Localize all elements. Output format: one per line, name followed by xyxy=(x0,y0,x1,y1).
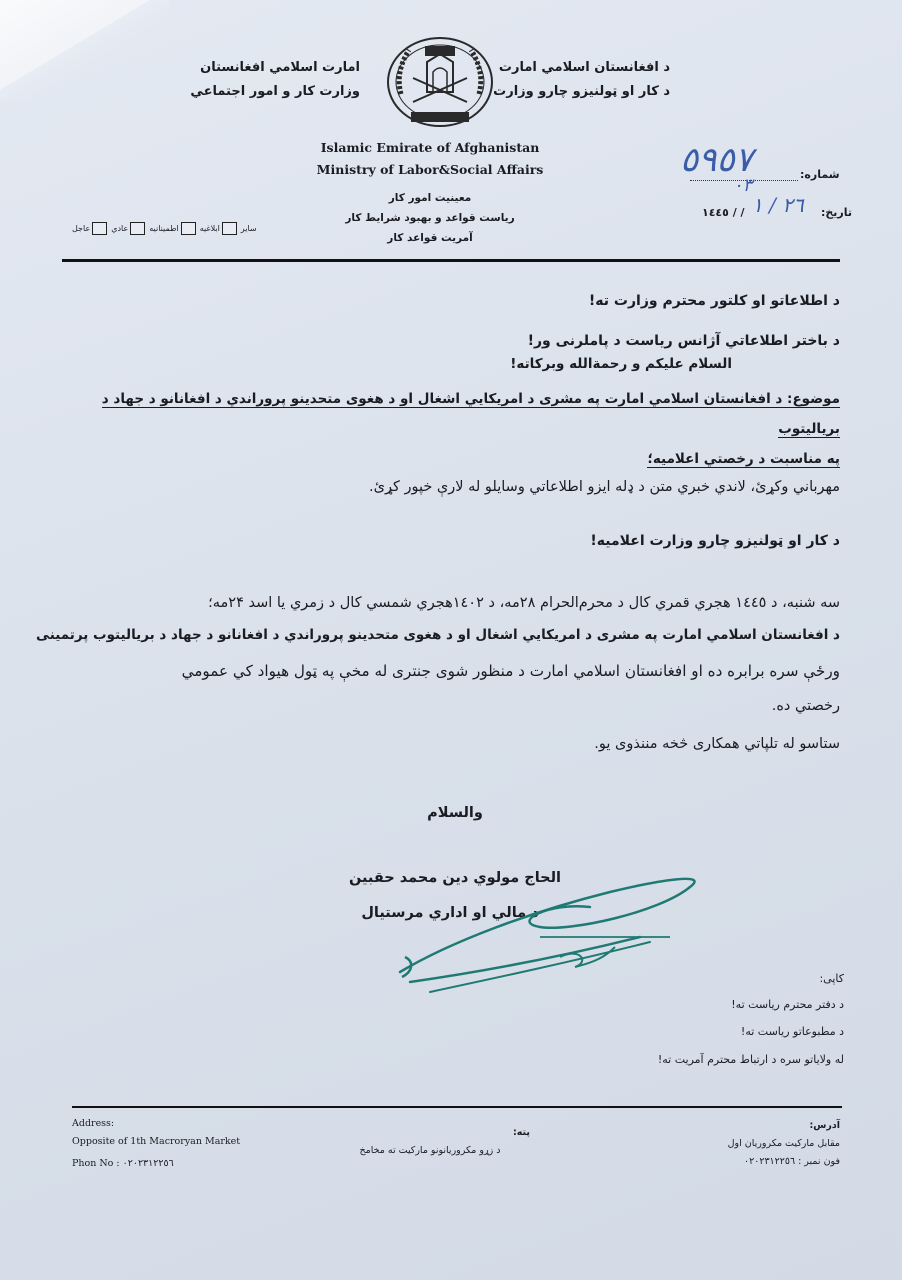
header-pashto-line2: د کار او ټولنيزو چارو وزارت xyxy=(493,84,670,99)
footer-pashto-label: پته: xyxy=(512,1127,530,1138)
checkbox-label: عادي xyxy=(111,224,129,233)
checkbox-label: ساير xyxy=(240,224,257,233)
footer-english-address: Opposite of 1th Macroryan Market xyxy=(72,1136,241,1147)
signatory-title: د مالي او اداري مرستيال xyxy=(361,905,539,921)
copy-item: د مطبوعاتو رياست ته! xyxy=(740,1025,844,1038)
reference-number-label: شماره: xyxy=(800,168,840,181)
footer-dari-label: آدرس: xyxy=(809,1120,840,1131)
footer-pashto xyxy=(330,1124,530,1160)
footer-divider xyxy=(72,1106,842,1108)
footer-english-phone: Phon No : ٠٢٠٢٣١٢٢٥٦ xyxy=(72,1158,174,1169)
checkbox-confidential[interactable] xyxy=(149,222,195,235)
closing-salutation: والسلام xyxy=(427,805,483,821)
footer-dari xyxy=(728,1117,840,1171)
addressee-line1: د اطلاعاتو او کلتور محترم وزارت ته! xyxy=(588,293,840,309)
subject-block xyxy=(70,384,840,474)
header-pashto-block xyxy=(493,56,670,104)
copy-item: له ولاياتو سره د ارتباط محترم آمريت ته! xyxy=(657,1053,844,1066)
date-label: تاريخ: xyxy=(820,206,852,219)
header-pashto-line1: د افغانستان اسلامي امارت xyxy=(498,60,670,75)
paragraph-line4: رخصتي ده. xyxy=(771,698,840,714)
checkbox-box[interactable] xyxy=(92,222,107,235)
checkbox-label: ابلاغيه xyxy=(199,224,220,233)
handwritten-date: ٢٦ / ١ xyxy=(752,193,804,217)
checkbox-normal[interactable] xyxy=(111,222,145,235)
footer-english xyxy=(72,1115,240,1173)
emirate-emblem-icon xyxy=(383,32,498,132)
subject-line1: موضوع: د افغانستان اسلامي امارت په مشرى د امريکايي اشغال او د هغوى متحدينو پروراندي د افغانانو د جهاد د بريالیتوب xyxy=(101,391,840,437)
department-line3: آمريت قواعد کار xyxy=(387,232,473,244)
copies-label: کاپی: xyxy=(819,972,844,985)
date-printed: ١٤٤٥ / / xyxy=(702,206,745,219)
addressee-line2: د باختر اطلاعاتي آژانس رياست د پاملرنی ور! xyxy=(527,333,840,349)
handwritten-reference-sub: ٠٣ xyxy=(733,175,753,196)
classification-checkboxes xyxy=(72,222,302,235)
footer-dari-phone: فون نمبر : ٠٢٠٢٣١٢٢٥٦ xyxy=(744,1156,840,1167)
greeting: السلام عليکم و رحمةالله وبرکاته! xyxy=(510,356,732,372)
signatory-name: الحاج مولوي دين محمد حقبين xyxy=(348,870,562,886)
checkbox-label: عاجل xyxy=(72,224,91,233)
paragraph-line5: ستاسو له تلپاتي همکارى څخه مننذوى يو. xyxy=(594,736,840,752)
footer-pashto-address: د زړو مکروريانونو مارکيت ته مخامخ xyxy=(359,1145,501,1156)
department-line1: معينيت امور کار xyxy=(388,192,472,204)
checkbox-notification[interactable] xyxy=(200,222,237,235)
department-block xyxy=(330,188,530,248)
header-english-block xyxy=(300,137,560,181)
handwritten-reference-number: ٥٩٥٧ xyxy=(680,140,754,180)
checkbox-box[interactable] xyxy=(130,222,145,235)
checkbox-box[interactable] xyxy=(181,222,196,235)
footer-dari-address: مقابل مارکيت مکروريان اول xyxy=(727,1138,840,1149)
handwritten-signature-icon xyxy=(390,862,710,1002)
paragraph-line3: ورځې سره برابره ده او افغانستان اسلامي امارت د منظور شوی جنترى له مخې په ټول هيواد کي عمومي xyxy=(181,662,840,680)
header-dari-line2: وزارت کار و امور اجتماعي xyxy=(190,84,360,99)
checkbox-label: اطمينانيه xyxy=(149,224,179,233)
header-divider xyxy=(62,259,840,262)
header-english-line1: Islamic Emirate of Afghanistan xyxy=(320,140,540,155)
checkbox-box[interactable] xyxy=(222,222,237,235)
paragraph-line1: سه شنبه، د ١٤٤٥ هجري قمري کال د محرم‌الحرام ٢٨مه، د ١٤٠٢هجري شمسي کال د زمري يا اسد ٢۴مه؛ xyxy=(208,595,840,611)
checkbox-other[interactable] xyxy=(241,224,257,233)
checkbox-urgent[interactable] xyxy=(72,222,107,235)
subject-line2: په مناسبت د رخصتي اعلاميه؛ xyxy=(647,451,840,467)
footer-english-label: Address: xyxy=(72,1118,115,1129)
department-line2: رياست قواعد و بهبود شرايط کار xyxy=(345,212,515,224)
header-dari-block xyxy=(190,56,360,104)
announcement-title: د کار او ټولنيزو چارو وزارت اعلاميه! xyxy=(590,533,840,549)
header-dari-line1: امارت اسلامي افغانستان xyxy=(200,60,360,75)
header-english-line2: Ministry of Labor&Social Affairs xyxy=(316,162,544,177)
copy-item: د دفتر محترم رياست ته! xyxy=(731,998,844,1011)
paragraph-line2: د افغانستان اسلامي امارت په مشرى د امريکايي اشغال او د هغوى متحدينو پروراندي د افغانانو د جهاد د بريالیتوب پرتمينی xyxy=(36,627,840,643)
page-corner-shadow xyxy=(0,0,170,100)
request-text: مهرباني وکړئ، لاندي خبري متن د ډله ايزو اطلاعاتي وسايلو له لارې خپور کړئ. xyxy=(368,479,840,495)
